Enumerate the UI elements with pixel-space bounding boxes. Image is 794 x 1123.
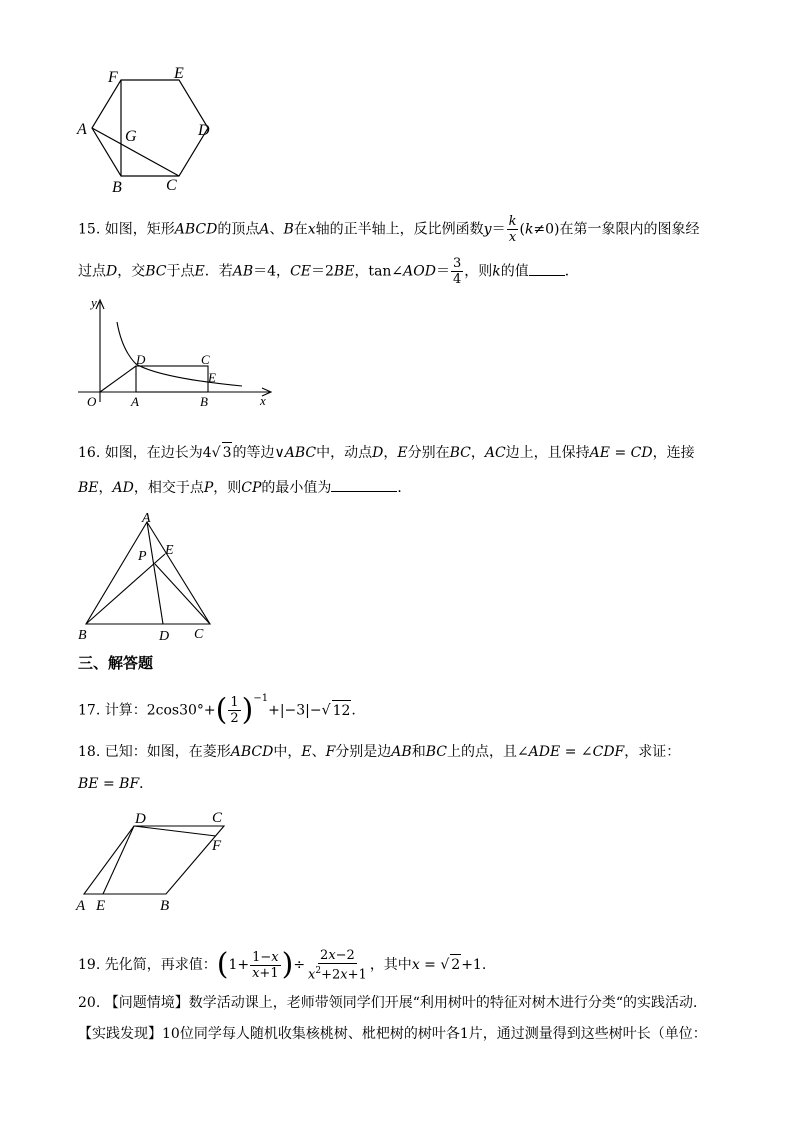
label-A: A [131,394,139,409]
segment-be [86,554,165,624]
q18-line2: BE = BF． [78,776,154,792]
q16-line2: BE，AD，相交于点P，则CP的最小值为 ． [78,480,412,496]
label-D: D [159,629,170,644]
q15-line1: 15. 如图，矩形ABCD的顶点A、B在x轴的正半轴上，反比例函数y＝ $\frac{k}{x}$ (k≠0)在第一象限内的图象经 [78,214,700,245]
label-F: F [108,69,118,86]
q19-line: 19. 先化简，再求值：(1+ $\frac{1-x}{x+1}$ )÷ $\frac{2x-2}{x^2+2x+1}$ ，其中x = √ 2+1. [78,947,487,983]
q17-line: 17. 计算：2cos30°+( $\frac{1}{2}$ )$^{-1}$+|−3|−√ 12. [78,692,356,728]
q19-frac2: $\frac{2x-2}{x^2+2x+1}$ [308,948,367,983]
q15-frac-34: $\frac{3}{4}$ [452,256,462,287]
label-O: O [87,394,97,409]
label-B: B [112,179,122,196]
label-G: G [125,128,137,145]
label-A: A [77,121,87,138]
q15-answer-blank [529,263,565,276]
q18-line1: 18. 已知：如图，在菱形ABCD中，E、F分别是边AB和BC上的点，且∠ADE = ∠CDF，求证： [78,744,681,760]
label-E: E [208,370,216,385]
label-C: C [166,177,177,194]
label-A: A [142,511,151,526]
label-D: D [136,352,146,367]
q20-line2: 【实践发现】10位同学每人随机收集核桃树、枇杷树的树叶各1片，通过测量得到这些树叶长（单位： [78,1026,707,1042]
label-E: E [96,898,106,914]
q20-line1: 20. 【问题情境】数学活动课上，老师带领同学们开展“利用树叶的特征对树木进行分类“的实践活动． [78,995,708,1011]
label-E: E [174,65,184,82]
label-x: x [260,393,266,408]
q19-frac1: $\frac{1-x}{x+1}$ [252,949,279,981]
q16-answer-blank [331,479,397,492]
segment-ad [147,522,163,624]
segment-df [134,826,216,836]
rhombus-figure [70,806,250,918]
label-B: B [78,628,87,643]
rectangle-abcd [136,366,208,392]
label-B: B [200,394,208,409]
section-heading: 三、解答题 [78,654,154,672]
segment-de [103,826,134,894]
q15-line2: 过点D，交BC于点E．若AB＝4，CE＝2BE，tan∠AOD＝ $\frac{3}{4}$ ，则k的值 ． [78,256,579,287]
label-D: D [198,122,210,139]
triangle-figure [70,508,220,648]
label-B: B [160,898,170,914]
rhombus-abcd [84,826,224,894]
q16-line1: 16. 如图，在边长为4√ 3的等边∨ABC中，动点D，E分别在BC，AC边上，且保持AE = CD，连接 [78,442,695,463]
segment-od [100,366,136,392]
label-P: P [138,549,147,564]
label-C: C [201,352,210,367]
hexagon-shape [92,80,208,176]
label-D: D [135,811,146,827]
segment-cp [155,564,210,624]
label-E: E [165,543,174,558]
label-C: C [212,810,223,826]
q17-frac: $\frac{1}{2}$ [230,695,239,726]
triangle-abc [86,522,210,624]
label-C: C [194,627,204,642]
label-F: F [212,838,222,854]
label-A: A [76,898,86,914]
hexagon-figure [70,60,230,200]
label-y: y [91,295,97,310]
function-graph-figure [70,292,290,417]
q15-frac-kx: $\frac{k}{x}$ [508,214,517,245]
